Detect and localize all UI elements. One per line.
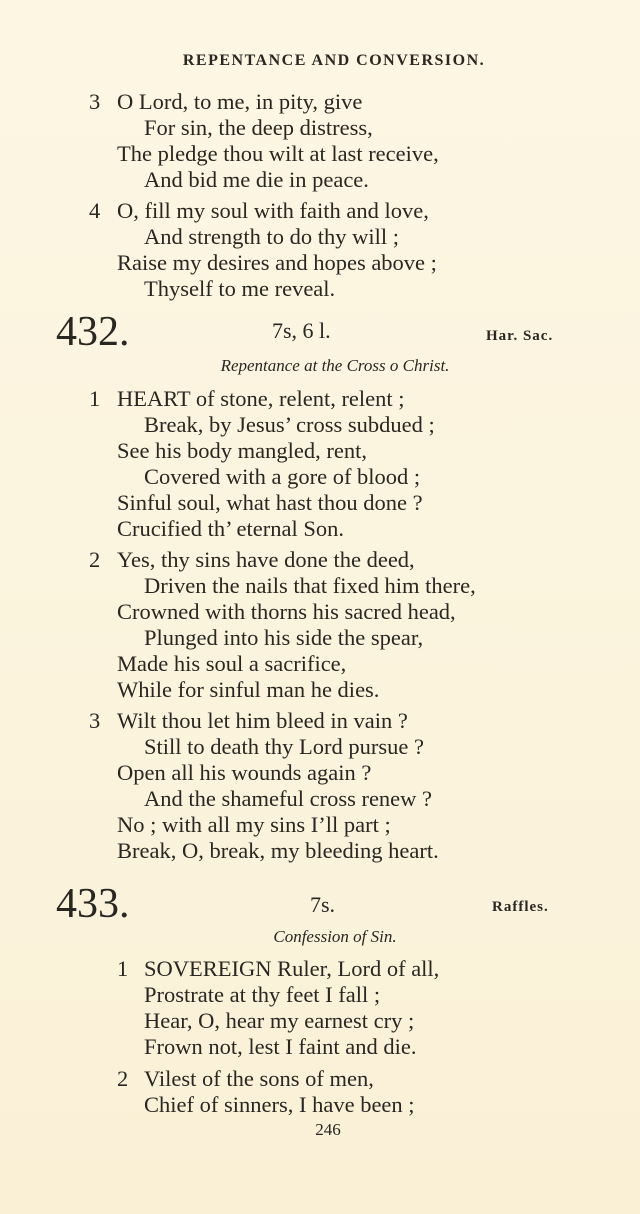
verse-line: O Lord, to me, in pity, give — [117, 89, 363, 114]
verse-number: 2 — [89, 547, 101, 572]
verse-line: The pledge thou wilt at last receive, — [117, 141, 439, 166]
verse-line: Made his soul a sacrifice, — [117, 651, 347, 676]
hymn-meter: 7s, 6 l. — [272, 318, 331, 343]
verse-number: 1 — [117, 956, 129, 981]
hymn-subtitle: Confession of Sin. — [273, 927, 397, 946]
verse-line: Yes, thy sins have done the deed, — [117, 547, 415, 572]
hymn-meter: 7s. — [310, 892, 336, 917]
verse-line: Hear, O, hear my earnest cry ; — [144, 1008, 415, 1033]
verse-line: Crucified th’ eternal Son. — [117, 516, 345, 541]
verse-line: Break, by Jesus’ cross subdued ; — [144, 412, 435, 437]
verse-line: Chief of sinners, I have been ; — [144, 1092, 415, 1117]
hymn-number: 433. — [56, 881, 130, 927]
verse-line: Raise my desires and hopes above ; — [117, 250, 437, 275]
verse-line: Crowned with thorns his sacred head, — [117, 599, 456, 624]
hymn-number: 432. — [56, 309, 130, 355]
verse-line: While for sinful man he dies. — [117, 677, 380, 702]
verse-line: O, fill my soul with faith and love, — [117, 198, 429, 223]
verse-line: Open all his wounds again ? — [117, 760, 372, 785]
page-number: 246 — [315, 1120, 341, 1139]
verse-number: 3 — [89, 89, 101, 114]
verse-line: Covered with a gore of blood ; — [144, 464, 421, 489]
verse-line: Still to death thy Lord pursue ? — [144, 734, 424, 759]
verse-line: And the shameful cross renew ? — [144, 786, 433, 811]
tune-name: Har. Sac. — [486, 328, 554, 344]
verse-line: Driven the nails that fixed him there, — [144, 573, 476, 598]
tune-name: Raffles. — [492, 899, 549, 915]
verse-line: Prostrate at thy feet I fall ; — [144, 982, 381, 1007]
verse-line: For sin, the deep distress, — [144, 115, 373, 140]
verse-line: Break, O, break, my bleeding heart. — [117, 838, 439, 863]
hymn-subtitle: Repentance at the Cross o Christ. — [220, 356, 450, 375]
verse-line: HEART of stone, relent, relent ; — [117, 386, 405, 411]
verse-line: And strength to do thy will ; — [144, 224, 399, 249]
verse-line: And bid me die in peace. — [144, 167, 369, 192]
verse-number: 1 — [89, 386, 101, 411]
verse-line: Plunged into his side the spear, — [144, 625, 424, 650]
verse-line: SOVEREIGN Ruler, Lord of all, — [144, 956, 440, 981]
verse-line: No ; with all my sins I’ll part ; — [117, 812, 391, 837]
verse-line: Thyself to me reveal. — [144, 276, 336, 301]
verse-line: Sinful soul, what hast thou done ? — [117, 490, 423, 515]
verse-number: 2 — [117, 1066, 129, 1091]
running-header: REPENTANCE AND CONVERSION. — [182, 52, 486, 69]
verse-line: Vilest of the sons of men, — [144, 1066, 374, 1091]
verse-number: 4 — [89, 198, 101, 223]
verse-number: 3 — [89, 708, 101, 733]
verse-line: Frown not, lest I faint and die. — [144, 1034, 417, 1059]
verse-line: See his body mangled, rent, — [117, 438, 367, 463]
verse-line: Wilt thou let him bleed in vain ? — [117, 708, 408, 733]
